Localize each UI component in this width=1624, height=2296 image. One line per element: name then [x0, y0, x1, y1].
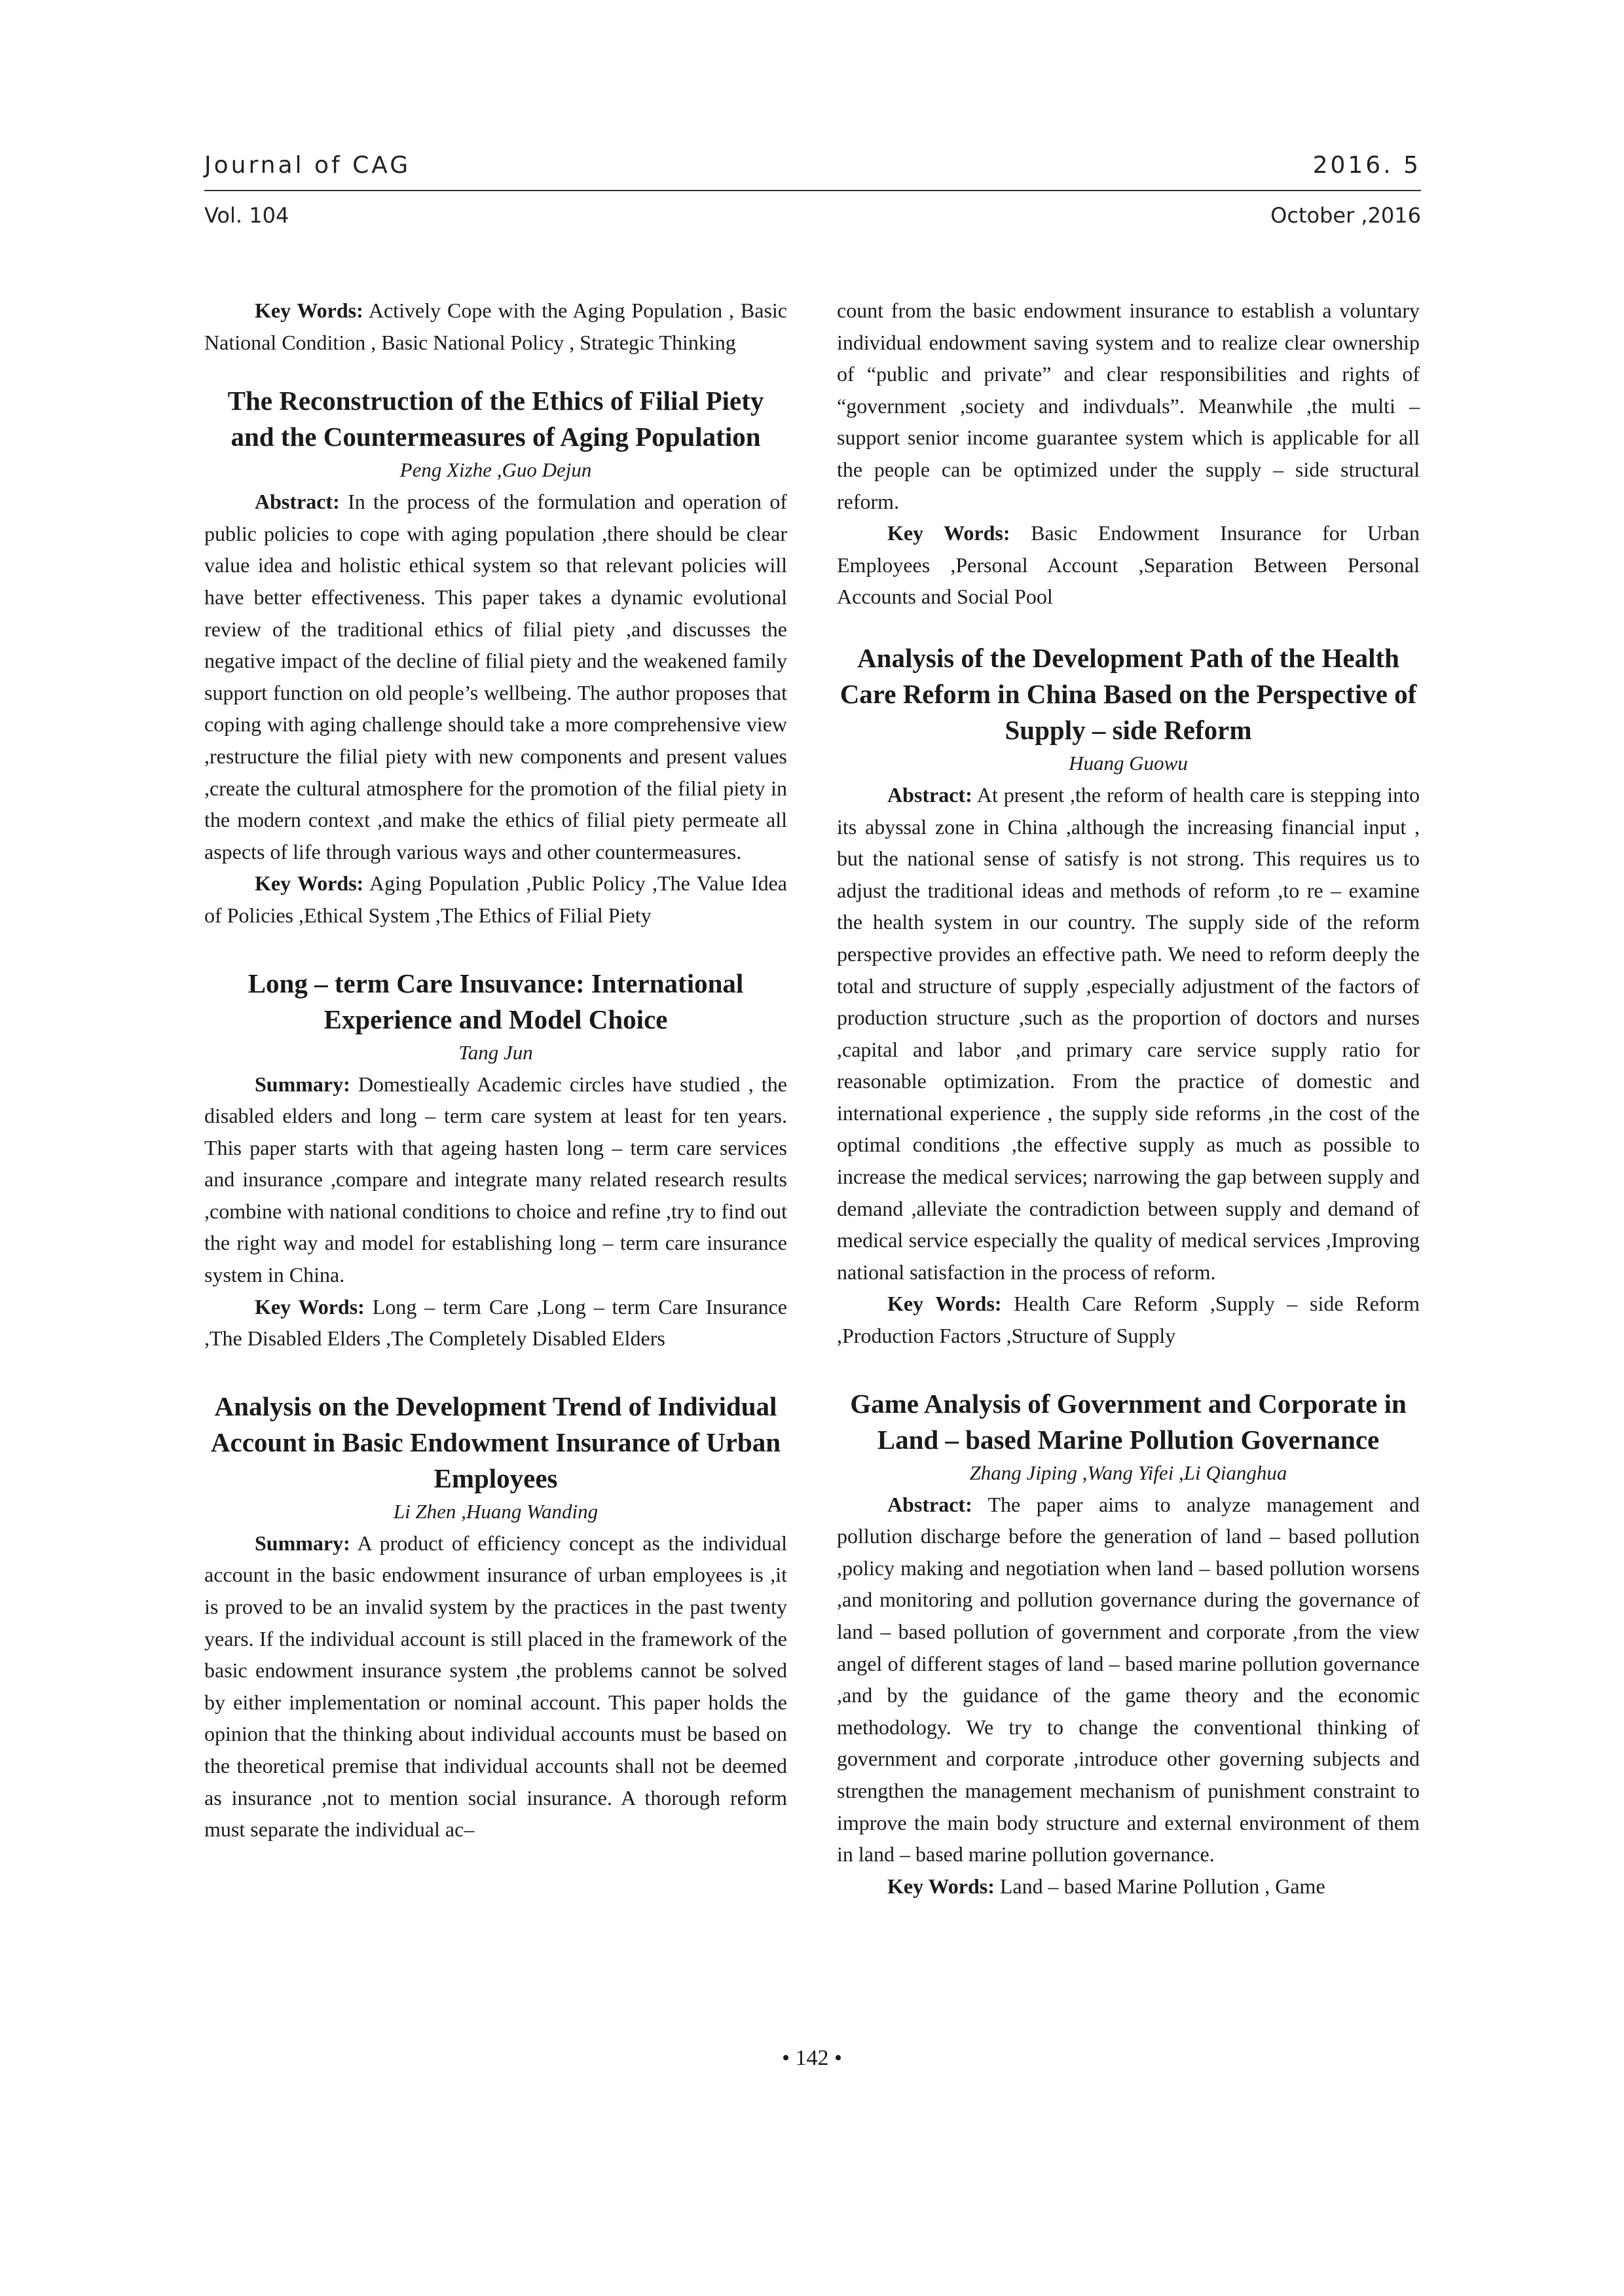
article-abstract: [204, 1068, 787, 1291]
journal-name: Journal of CAG: [204, 152, 411, 179]
left-column: [204, 295, 787, 1846]
abstract-text: At present ,the reform of health care is stepping into its abyssal zone in China ,although the increasing financial input , but the national sense of satisfy is not strong. This requires us to adjust the traditional ideas and methods of reform ,to re – examine the health system in our country. The supply side of the reform perspective provides an effective path. We need to reform deeply the total and structure of supply ,especially adjustment of the factors of production structure ,such as the proportion of doctors and nurses ,capital and labor ,and primary care service supply ratio for reasonable optimization. From the practice of domestic and international experience , the supply side reforms ,in the cost of the optimal conditions ,the effective supply as much as possible to increase the medical services; narrowing the gap between supply and demand ,alleviate the contradiction between supply and demand of medical service especially the quality of medical services ,Improving national satisfaction in the process of reform.: [837, 782, 1420, 1284]
keywords-label: Key Words:: [887, 1292, 1002, 1316]
article-marine-pollution: [837, 1386, 1420, 1903]
volume-number: Vol. 104: [204, 203, 289, 228]
abstract-text: The paper aims to analyze management and pollution discharge before the generation of land – based pollution ,policy making and negotiation when land – based pollution worsens ,and monitoring and pollution governance during the governance of land – based pollution of government and corporate ,from the view angel of different stages of land – based marine pollution governance ,and by the guidance of the game theory and the economic methodology. We try to change the conventional thinking of government and corporate ,introduce other governing subjects and strengthen the management mechanism of punishment constraint to improve the main body structure and external environment of them in land – based marine pollution governance.: [837, 1492, 1420, 1867]
article-long-term-care: [204, 966, 787, 1355]
article-keywords: [837, 1870, 1420, 1903]
keywords-label: Key Words:: [255, 871, 364, 896]
abstract-text: In the process of the formulation and operation of public policies to cope with aging population ,there should be clear value idea and holistic ethical system so that relevant policies will have better effectiveness. This paper takes a dynamic evolutional review of the traditional ethics of filial piety ,and discusses the negative impact of the decline of filial piety and the weakened family support function on old people’s wellbeing. The author proposes that coping with aging challenge should take a more comprehensive view ,restructure the filial piety with new components and present values ,create the cultural atmosphere for the promotion of the filial piety in the modern context ,and make the ethics of filial piety permeate all aspects of life through various ways and other countermeasures.: [204, 490, 787, 864]
article-title: Analysis on the Development Trend of Individual Account in Basic Endowment Insurance of Urban Employees: [210, 1391, 781, 1493]
summary-label: Summary:: [255, 1531, 350, 1555]
keywords-text: Basic Endowment Insurance for Urban Employees ,Personal Account ,Separation Between Personal Accounts and Social Pool: [837, 521, 1420, 609]
summary-label: Summary:: [255, 1072, 350, 1096]
article-keywords: [204, 1291, 787, 1355]
article-authors: Huang Guowu: [1069, 751, 1188, 774]
article-abstract: [204, 486, 787, 867]
article-abstract: [837, 1489, 1420, 1870]
article-authors: Li Zhen ,Huang Wanding: [393, 1499, 599, 1523]
article-abstract: [837, 779, 1420, 1288]
article-authors: Zhang Jiping ,Wang Yifei ,Li Qianghua: [969, 1461, 1287, 1484]
abstract-label: Abstract:: [887, 782, 972, 807]
page-number: • 142 •: [782, 2046, 842, 2070]
issue-number: 2016. 5: [1312, 152, 1421, 179]
keywords-text: Long – term Care ,Long – term Care Insurance ,The Disabled Elders ,The Completely Disabled Elders: [204, 1294, 788, 1351]
article-title: Long – term Care Insuvance: International Experience and Model Choice: [248, 968, 744, 1034]
header-rule: [204, 190, 1421, 191]
right-column: [837, 295, 1420, 1902]
continued-keywords: [837, 517, 1420, 613]
article-title: Game Analysis of Government and Corporate in Land – based Marine Pollution Governance: [850, 1388, 1407, 1455]
abstract-label: Abstract:: [887, 1492, 972, 1516]
article-abstract: [204, 1527, 787, 1846]
summary-text: A product of efficiency concept as the individual account in the basic endowment insurance of urban employees is ,it is proved to be an invalid system by the practices in the past twenty years. If the individual account is still placed in the framework of the basic endowment insurance system ,the problems cannot be solved by either implementation or nominal account. This paper holds the opinion that the thinking about individual accounts must be based on the theoretical premise that individual accounts shall not be deemed as insurance ,not to mention social insurance. A thorough reform must separate the individual ac–: [204, 1531, 787, 1842]
keywords-label: Key Words:: [887, 521, 1010, 545]
article-title: The Reconstruction of the Ethics of Filial Piety and the Countermeasures of Aging Population: [227, 386, 764, 452]
article-individual-account: [204, 1389, 787, 1846]
abstract-label: Abstract:: [255, 490, 340, 514]
article-authors: Tang Jun: [458, 1040, 533, 1064]
keywords-text: Actively Cope with the Aging Population , Basic National Condition , Basic National Policy , Strategic Thinking: [204, 299, 788, 354]
article-authors: Peng Xizhe ,Guo Dejun: [399, 458, 592, 482]
keywords-text: Aging Population ,Public Policy ,The Value Idea of Policies ,Ethical System ,The Ethics of Filial Piety: [204, 871, 788, 927]
article-filial-piety: [204, 383, 787, 931]
article-title: Analysis of the Development Path of the Health Care Reform in China Based on the Perspective of Supply – side Reform: [840, 642, 1417, 745]
article-health-care-reform: [837, 640, 1420, 1352]
keywords-label: Key Words:: [255, 1294, 365, 1319]
keywords-label: Key Words:: [255, 299, 363, 322]
keywords-text: Health Care Reform ,Supply – side Reform ,Production Factors ,Structure of Supply: [837, 1292, 1420, 1348]
summary-text: Domestieally Academic circles have studied , the disabled elders and long – term care system at least for ten years. This paper starts with that ageing hasten long – term care services and insurance ,compare and integrate many related research results ,combine with national conditions to choice and refine ,try to find out the right way and model for establishing long – term care insurance system in China.: [204, 1072, 787, 1287]
continued-keywords: [204, 295, 787, 358]
article-keywords: [837, 1288, 1420, 1351]
issue-date: October ,2016: [1270, 203, 1421, 228]
article-keywords: [204, 867, 787, 931]
continued-abstract: count from the basic endowment insurance to establish a voluntary individual endowment saving system and to realize clear ownership of “public and private” and clear responsibilities and rights of “government ,society and indivduals”. Meanwhile ,the multi – support senior income guarantee system which is applicable for all the people can be optimized under the supply – side structural reform.: [837, 299, 1420, 513]
keywords-label: Key Words:: [887, 1874, 995, 1898]
keywords-text: Land – based Marine Pollution , Game: [994, 1874, 1325, 1898]
